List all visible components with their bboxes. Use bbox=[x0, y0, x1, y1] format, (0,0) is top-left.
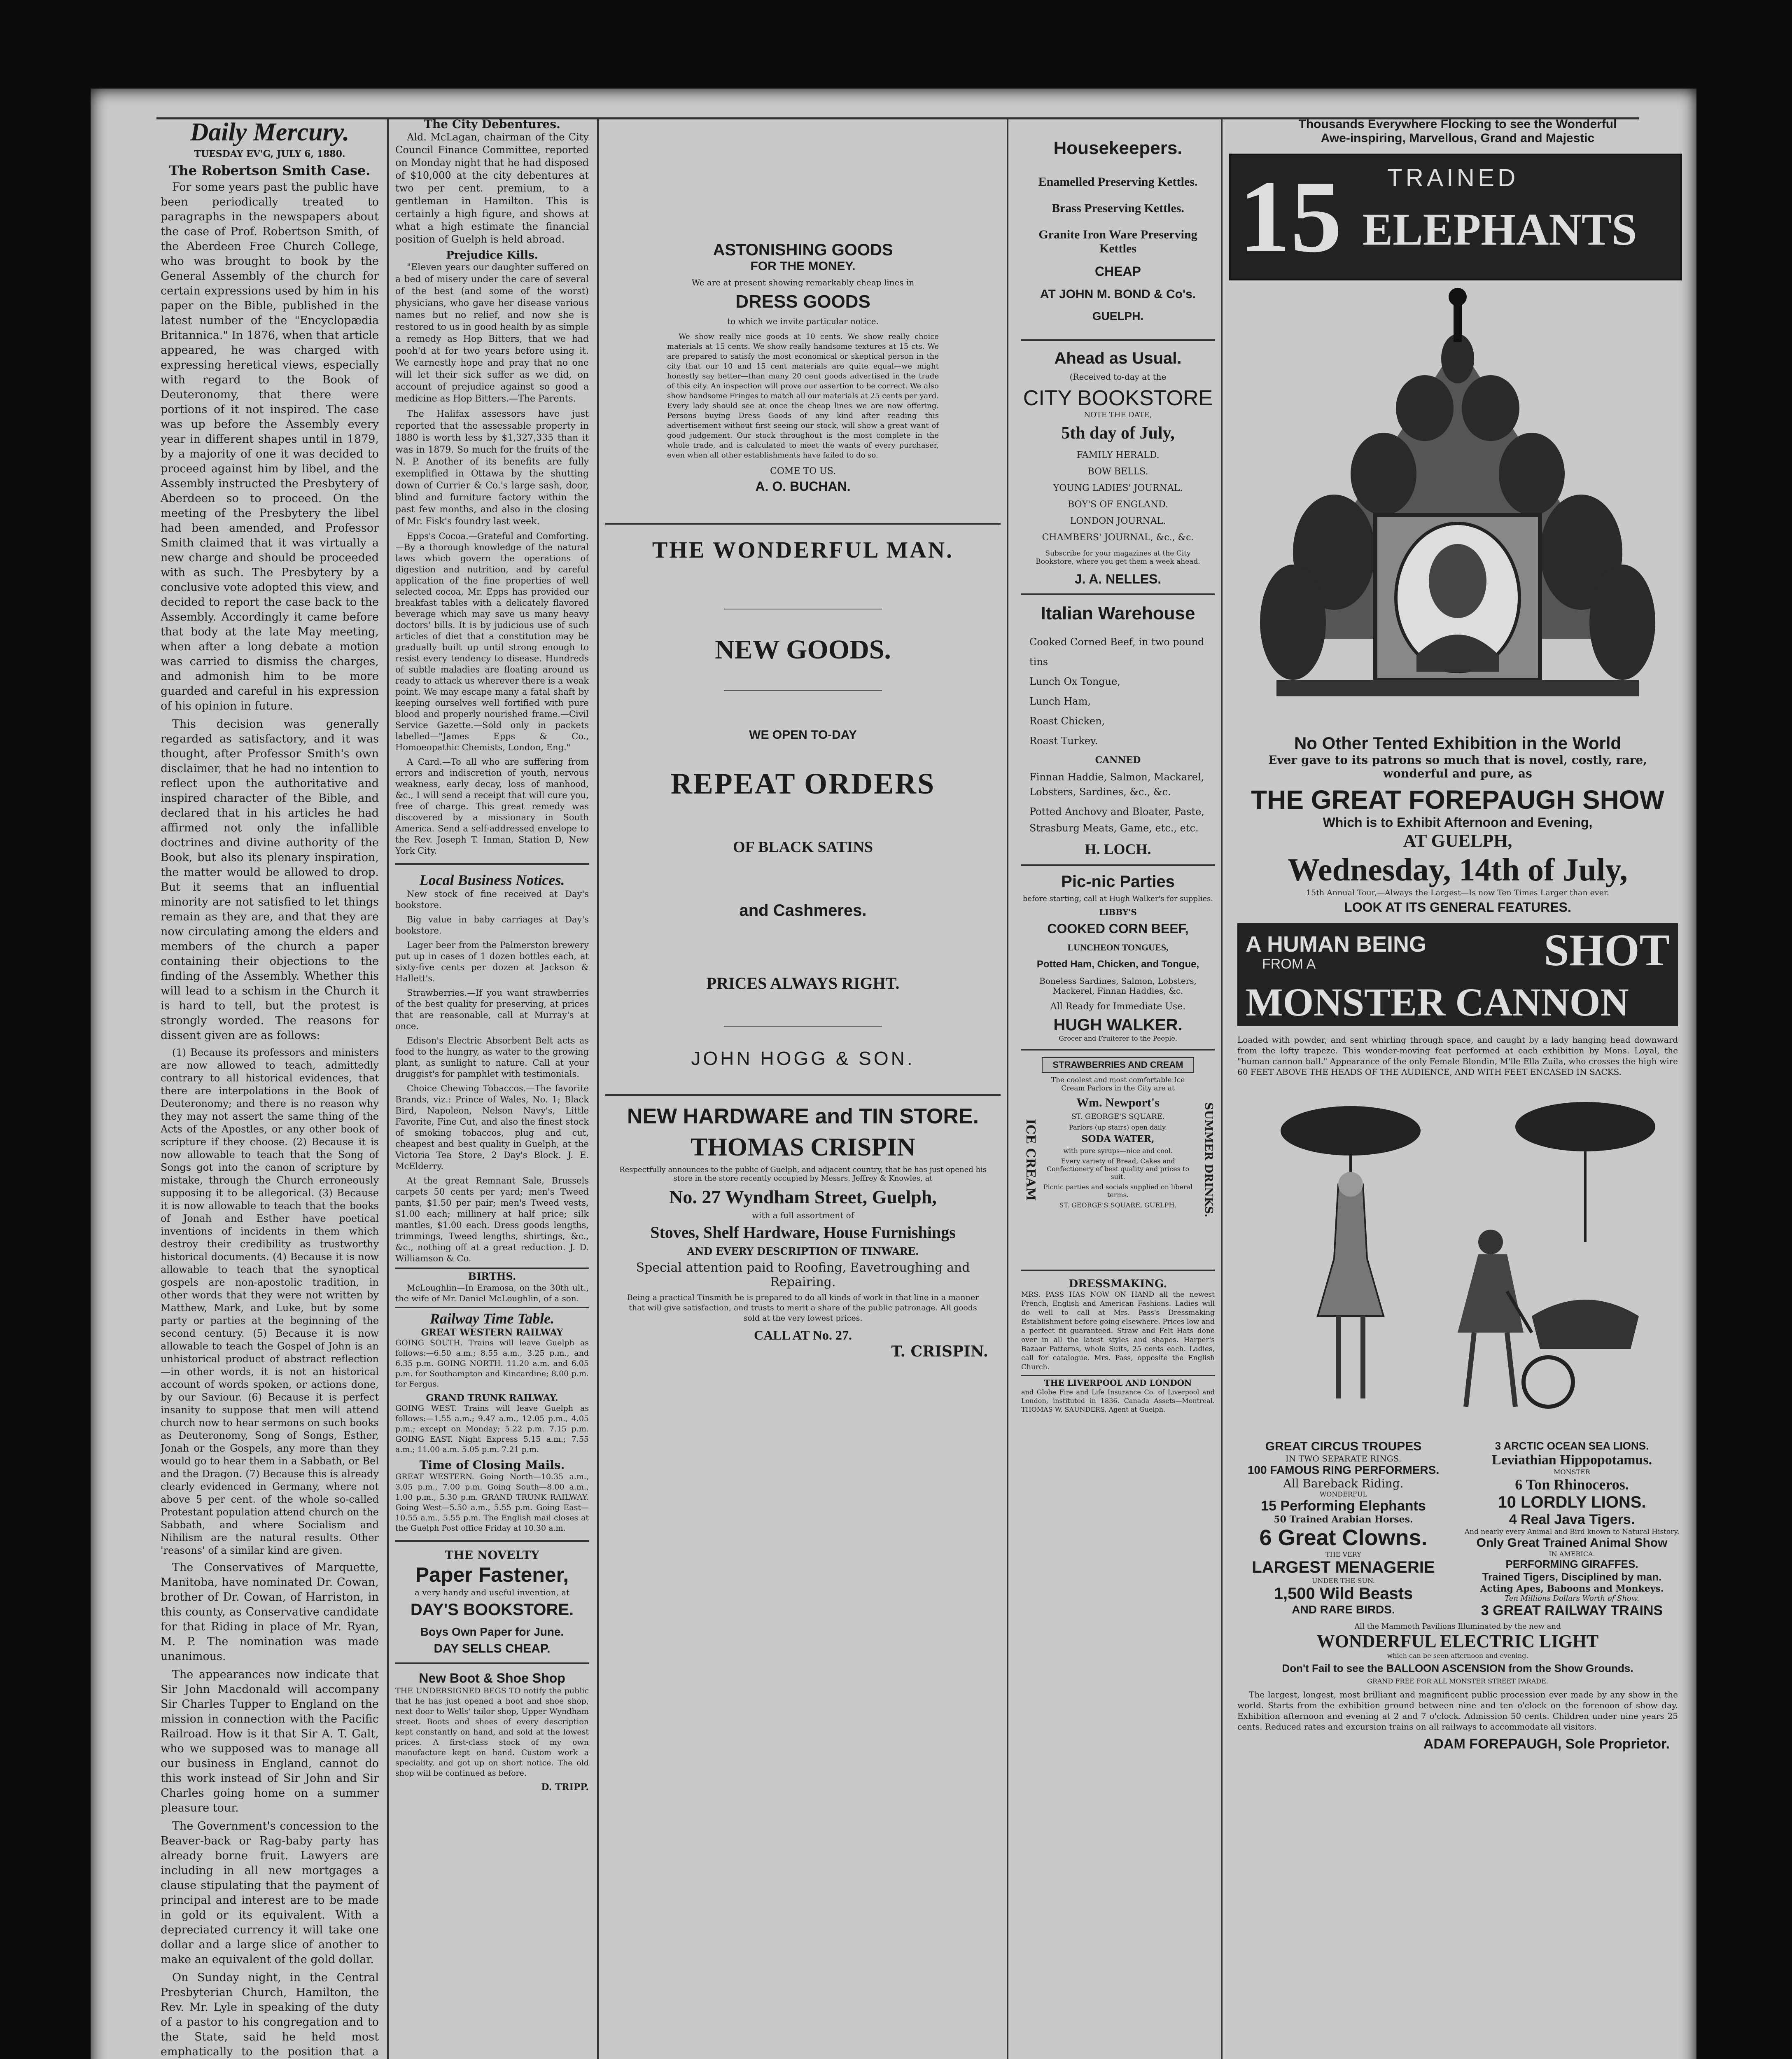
new-goods: NEW GOODS. bbox=[715, 635, 891, 665]
gtr-times: GOING WEST. Trains will leave Guelph as follows:—1.55 a.m.; 9.47 a.m., 12.05 p.m., 4.05 p.m.; except on Monday; 5.22 p.m. 7.15 p.m. GOING EAST. Night Express 5.15 a.m.; 7.55 a.m.; 11.00 a.m. 5.05 p.m. 7.21 p.m. bbox=[395, 1404, 589, 1454]
births-heading: BIRTHS. bbox=[395, 1268, 589, 1282]
wonderful-man: THE WONDERFUL MAN. bbox=[652, 537, 954, 563]
picnic-heading: Pic-nic Parties bbox=[1061, 873, 1175, 891]
astonishing-body: We show really nice goods at 10 cents. We show really choice materials at 15 cents. We show really handsome textures at 15 cts. We are prepared to satisfy the most economical or skeptical person in the city that our 10 and 15 cent materials are quite equal—we might honestly say better—than many 20 cent goods advertised in the trade of this city. An inspection will prove our assertion to be correct. We also show handsome Fringes to match all our materials at 25 cents per yard. Every lady should see at once the cheap lines we are now offering. Persons buying Dress Goods of any kind after reading this advertisement without first seeing our stock, will show a great want of good judgement. Our stock throughout is the most complete in the whole trade, and is calculated to meet the wants of every purchaser, even when all other establishments have failed to do so. bbox=[667, 332, 939, 460]
fifteen: 15 bbox=[1239, 160, 1342, 274]
roofing-line: Special attention paid to Roofing, Eavetroughing and Repairing. bbox=[636, 1261, 970, 1289]
elephants-banner bbox=[1229, 154, 1682, 280]
column-rule bbox=[1007, 117, 1008, 2059]
elephant-pyramid-illustration bbox=[1252, 285, 1664, 729]
gtr-heading: GRAND TRUNK RAILWAY. bbox=[426, 1393, 558, 1403]
granite-kettles: Granite Iron Ware Preserving Kettles bbox=[1038, 228, 1197, 255]
fifth-july: 5th day of July, bbox=[1061, 424, 1175, 443]
trained: TRAINED bbox=[1387, 164, 1519, 191]
soda: SODA WATER, bbox=[1081, 1134, 1155, 1144]
railway-heading: Railway Time Table. bbox=[395, 1307, 589, 1327]
procession-text: The largest, longest, most brilliant and magnificent public procession ever made by any show in the world. Starts from the exhibition ground between nine and ten o'clock on the forenoon of show day. Exhibition afternoon and evening at 2 and 7 o'clock. Admission 50 cents. Children under nine years 25 cents. Reduced rates and excursion trains on all railways to accommodate all visitors. bbox=[1237, 1690, 1678, 1732]
local-notice: At the great Remnant Sale, Brussels carpets 50 cents per yard; men's Tweed pants, $1.50 per pair; men's Tweed vests, $1.00 each; millinery at half price; silk mantles, $1.00 each. Dress goods lengths, trimmings, Tweed lengths, shirtings, &c., &c., nothing off at a great reduction. J. D. Williamson & Co. bbox=[395, 1176, 589, 1263]
epps-text: Epps's Cocoa.—Grateful and Comforting.—By a thorough knowledge of the natural laws which govern the operations of digestion and nutrition, and by careful application of the fine properties of well selected cocoa, Mr. Epps has provided our breakfast tables with a delicately flavored beverage which may save us many heavy doctors' bills. It is by judicious use of such articles of diet that a constitution may be gradually built up until strong enough to resist every tendency to disease. Hundreds of subtle maladies are floating around us ready to attack us wherever there is a weak point. We may escape many a fatal shaft by keeping ourselves well fortified with pure blood and properly nourished frame.—Civil Service Gazette.—Sold only in packets labelled—"James Epps & Co., Homoeopathic Chemists, London, Eng." bbox=[395, 531, 589, 752]
article-paragraph: For some years past the public have been periodically treated to paragraphs in the newspapers about the case of Prof. Robertson Smith, of the Aberdeen Free Church College, who was brought to book by the General Assembly of the church for certain expressions used by him in his paper on the Bible, published in the latest number of the "Encyclopædia Britannica." In 1876, when that article appeared, he was charged with expressing heretical views, especially with regard to the Book of Deuteronomy, that there were portions of it not inspired. The case was up before the Assembly every year in different shapes until in 1879, by a majority of one it was decided to proceed against him by libel, and the Assembly instructed the Presbytery of Aberdeen so to proceed. On the meeting of the Presbytery the libel had been amended, and Professor Smith claimed that it was virtually a new charge and should be proceeded with as such. The Presbytery by a conclusive vote adopted this view, and decided to report the case back to the Assembly. Accordingly it came before that body at the late May meeting, when after a long debate a motion was carried to dismiss the charges, and admonish him to be more guarded and careful in his expression of his opinion in future. bbox=[161, 181, 379, 712]
syrups: with pure syrups—nice and cool. bbox=[1063, 1147, 1173, 1155]
great-forepaugh-show: THE GREAT FOREPAUGH SHOW bbox=[1251, 785, 1664, 815]
performers-illustration bbox=[1244, 1086, 1672, 1436]
feature-right: And nearly every Animal and Bird known to Natural History. bbox=[1464, 1528, 1680, 1536]
card-text: A Card.—To all who are suffering from errors and indiscretion of youth, nervous weakness, early decay, loss of manhood, &c., I will send a receipt that will cure you, free of charge. This great remedy was discovered by a missionary in South America. Send a self-addressed envelope to the Rev. Joseph T. Inman, Station D, New York City. bbox=[395, 757, 589, 856]
local-notices-heading: Local Business Notices. bbox=[419, 872, 565, 888]
features-left bbox=[1229, 1440, 1458, 1619]
feature-left: All Bareback Riding. bbox=[1283, 1477, 1404, 1490]
local-notice: Big value in baby carriages at Day's bookstore. bbox=[395, 915, 589, 936]
john-bond: AT JOHN M. BOND & Co's. bbox=[1040, 287, 1196, 301]
ice-cream-ad bbox=[1021, 1057, 1215, 1263]
boot-shop-text: THE UNDERSIGNED BEGS TO notify the public that he has just opened a boot and shoe shop, next door to Wells' tailor shop, Upper Wyndham street. Boots and shoes of every description kept constantly on hand, and sold at the lowest prices. A first-class stock of my own manufacture kept on hand. Custom work a speciality, and got up on short notice. The old shop will be continued as before. bbox=[395, 1686, 589, 1778]
housekeepers-heading: Housekeepers. bbox=[1053, 138, 1183, 158]
enamelled-kettles: Enamelled Preserving Kettles. bbox=[1038, 175, 1198, 189]
column-4 bbox=[1021, 117, 1215, 1417]
article-paragraph: The Government's concession to the Beaver-back or Rag-baby party has already borne fruit. Lawyers are including in all new mortgages a clause stipulating that the payment of principal and interest are to be made in gold or its equivalent. With a depreciated currency it will take one dollar and a large slice of another to make an equivalent of the gold dollar. bbox=[161, 1820, 379, 1966]
look-features: LOOK AT ITS GENERAL FEATURES. bbox=[1344, 900, 1571, 915]
all-ready: All Ready for Immediate Use. bbox=[1050, 1001, 1186, 1012]
newspaper-page bbox=[91, 89, 1696, 2059]
warehouse-item: Roast Chicken, bbox=[1029, 715, 1105, 727]
feature-right: 10 LORDLY LIONS. bbox=[1498, 1493, 1646, 1511]
dateline: TUESDAY EV'G, JULY 6, 1880. bbox=[194, 149, 345, 159]
mammoth: All the Mammoth Pavilions Illuminated by the new and bbox=[1354, 1622, 1561, 1631]
feature-left: LARGEST MENAGERIE bbox=[1252, 1558, 1435, 1576]
feature-right: IN AMERICA. bbox=[1549, 1550, 1595, 1558]
city-bookstore: CITY BOOKSTORE bbox=[1023, 386, 1213, 410]
liverpool-heading: THE LIVERPOOL AND LONDON bbox=[1021, 1375, 1215, 1388]
at-guelph: AT GUELPH, bbox=[1403, 831, 1512, 851]
days-bookstore: DAY'S BOOKSTORE. bbox=[410, 1601, 574, 1619]
article-paragraph: (1) Because its professors and ministers are now allowed to teach, admittedly contrary to all historical evidences, that there are interpolations in the Book of Deuteronomy; and there is no reason why they may not assert the same thing of the Acts of the Apostles, or any other book of scripture if they choose. (2) Because it is now allowable to teach that the Song of Songs got into the canon of scripture by mistake, through the Church erroneously supposing it to be allegorical. (3) Because it is now allowable to teach that the books of Jonah and Esther have poetical inventions of incidents in them which destroy their credibility as trustworthy historical documents. (4) Because it is now allowable to teach that the synoptical gospels are non-apostolic tradition, in other words that they were not written by Matthew, Mark, and Luke, but by some party or parties at the beginning of the second century. (5) Because it is now allowable to teach the Gospel of John is an unhistorical product of abstract reflection—in other words, it is not an historical account of words spoken, or actions done, by our Saviour. (6) Because it is perfect insanity to suppose that men will attend church now to hear sermons on such books as Deuteronomy, Song of Songs, Esther, Jonah or the Gospels, any more than they would go to hear them in a Sabbath, or Bel and the Dragon. (7) Because this is already clearly evidenced in Germany, where not above 5 per cent. of the whole so-called Protestant population attend church on the Sabbath, and where Socialism and Nihilism are the natural results. Other 'reasons' of a similar kind are given. bbox=[161, 1047, 379, 1556]
call-at: CALL AT No. 27. bbox=[754, 1328, 852, 1342]
prejudice-text: "Eleven years our daughter suffered on a bed of misery under the care of several of the best (and some of the worst) physicians, who gave her disease various names but no relief, and now she is restored to us in good health by as simple a remedy as Hop Bitters, that we had pooh'd at for two years before using it. We earnestly hope and pray that no one will let their sick suffer as we did, on account of prejudice against so good a medicine as Hop Bitters.—The Parents. bbox=[395, 262, 589, 404]
ahead-heading: Ahead as Usual. bbox=[1054, 349, 1182, 367]
astonishing-intro: We are at present showing remarkably cheap lines in bbox=[691, 278, 915, 287]
magazine: BOW BELLS. bbox=[1087, 467, 1148, 477]
column-5 bbox=[1229, 117, 1686, 1752]
feature-right: Acting Apes, Baboons and Monkeys. bbox=[1480, 1583, 1664, 1594]
feature-left: AND RARE BIRDS. bbox=[1292, 1603, 1395, 1616]
canned-text: Finnan Haddie, Salmon, Mackarel, Lobsters, Sardines, &c., &c. bbox=[1029, 771, 1204, 798]
parlors: Parlors (up stairs) open daily. bbox=[1069, 1123, 1167, 1131]
full-assortment: with a full assortment of bbox=[751, 1210, 854, 1220]
article-paragraph: On Sunday night, in the Central Presbyterian Church, Hamilton, the Rev. Mr. Lyle in speaking of the duty of a pastor to his congregation and to the State, said he held most emphatically to the position that a bbox=[161, 1971, 379, 2058]
magazine: BOY'S OF ENGLAND. bbox=[1067, 500, 1169, 510]
feature-right: 3 GREAT RAILWAY TRAINS bbox=[1481, 1603, 1663, 1618]
crispin-body: Being a practical Tinsmith he is prepared to do all kinds of work in that line in a manner that will give satisfaction, and trusts to merit a share of the public patronage. All goods sold at the very lowest prices. bbox=[627, 1293, 979, 1323]
feature-right: 4 Real Java Tigers. bbox=[1509, 1512, 1635, 1527]
article-paragraph: The appearances now indicate that Sir John Macdonald will accompany Sir Charles Tupper to England on the mission in connection with the Pacific Railroad. How is it that Sir A. T. Galt, who we supposed was to manage all our business in England, cannot do this work instead of Sir John and Sir Charles going home on a summer pleasure tour. bbox=[161, 1668, 379, 1814]
feature-right: Leviathian Hippopotamus. bbox=[1491, 1452, 1652, 1468]
births-text: McLoughlin—In Eramosa, on the 30th ult., the wife of Mr. Daniel McLoughlin, of a son. bbox=[395, 1283, 589, 1303]
cheap: CHEAP bbox=[1094, 264, 1141, 279]
potted-text: Potted Anchovy and Bloater, Paste, Strasburg Meats, Game, etc., etc. bbox=[1029, 806, 1204, 834]
italian-warehouse: Italian Warehouse bbox=[1041, 603, 1195, 623]
elephants: ELEPHANTS bbox=[1363, 204, 1637, 254]
cannon-banner bbox=[1237, 923, 1678, 1026]
halifax-text: The Halifax assessors have just reported that the assessable property in 1880 is worth less by $1,327,335 than it was in 1879. So much for the fruits of the N. P. Another of its benefits are fully exemplified in Ottawa by the shutting down of Currier & Co.'s large sash, door, blind and furniture factory within the past few months, and also in the closing of Mr. Fisk's foundry last week. bbox=[395, 409, 589, 527]
days-sells: DAY SELLS CHEAP. bbox=[434, 1642, 551, 1655]
wyndham-street: No. 27 Wyndham Street, Guelph, bbox=[669, 1186, 937, 1207]
stoves-line: Stoves, Shelf Hardware, House Furnishings bbox=[650, 1223, 956, 1242]
from-a: FROM A bbox=[1262, 956, 1316, 972]
novelty-heading: THE NOVELTY bbox=[445, 1548, 539, 1562]
thomas-crispin: THOMAS CRISPIN bbox=[690, 1133, 915, 1161]
hardware-heading: NEW HARDWARE and TIN STORE. bbox=[627, 1104, 979, 1128]
which-exhibit: Which is to Exhibit Afternoon and Evening, bbox=[1323, 815, 1593, 830]
hugh-walker: HUGH WALKER. bbox=[1053, 1016, 1183, 1034]
received: (Received to-day at the bbox=[1069, 372, 1167, 382]
cooked-corn-beef: COOKED CORN BEEF, bbox=[1047, 921, 1189, 936]
picnic-before: before starting, call at Hugh Walker's for supplies. bbox=[1022, 894, 1213, 903]
local-notice: Choice Chewing Tobaccos.—The favorite Brands, viz.: Prince of Wales, No. 1; Black Bird, Napoleon, Nelson Navy's, Little Favorite, Fine Cut, and also the finest stock of smoking tobaccos, plug and cut, cheapest and best quality in Guelph, at the Victoria Tea Store, 2 Day's Block. J. E. McElderry. bbox=[395, 1083, 589, 1171]
boys-own: Boys Own Paper for June. bbox=[420, 1625, 564, 1638]
electric-light: WONDERFUL ELECTRIC LIGHT bbox=[1316, 1631, 1599, 1651]
black-satins: OF BLACK SATINS bbox=[733, 838, 873, 856]
masthead-title: Daily Mercury. bbox=[190, 118, 350, 146]
feature-left: UNDER THE SUN. bbox=[1311, 1577, 1375, 1585]
potted-ham: Potted Ham, Chicken, and Tongue, bbox=[1036, 959, 1199, 970]
feature-right: Trained Tigers, Disciplined by man. bbox=[1482, 1571, 1662, 1583]
brass-kettles: Brass Preserving Kettles. bbox=[1052, 201, 1184, 215]
local-notice: Lager beer from the Palmerston brewery put up in cases of 1 dozen bottles each, at sixty-five cents per dozen at Jackson & Hallett's. bbox=[395, 940, 589, 983]
feature-left: GREAT CIRCUS TROUPES bbox=[1265, 1440, 1422, 1453]
tinware-line: AND EVERY DESCRIPTION OF TINWARE. bbox=[687, 1245, 919, 1257]
cannon-text: Loaded with powder, and sent whirling through space, and caught by a lady hanging head downward from the lofty trapeze. This wonder-moving feat performed at each exhibition by Mons. Loyal, the "human cannon ball." Appearance of the only Female Blondin, M'lle Ella Zuila, who crosses the high wire 60 FEET ABOVE THE HEADS OF THE AUDIENCE, AND WITH FEET ENCASED IN SACKS. bbox=[1237, 1035, 1678, 1077]
loch-signature: H. LOCH. bbox=[1085, 841, 1151, 857]
feature-left: 100 FAMOUS RING PERFORMERS. bbox=[1247, 1464, 1440, 1476]
human-being: A HUMAN BEING bbox=[1246, 932, 1426, 957]
headline: The Robertson Smith Case. bbox=[169, 163, 371, 178]
feature-right: PERFORMING GIRAFFES. bbox=[1505, 1558, 1638, 1570]
column-2 bbox=[395, 117, 589, 1793]
feature-left: WONDERFUL bbox=[1319, 1490, 1367, 1498]
forepaugh-top-line: Thousands Everywhere Flocking to see the Wonderful bbox=[1298, 117, 1617, 131]
shot: SHOT bbox=[1544, 925, 1670, 975]
repeat-orders: REPEAT ORDERS bbox=[670, 767, 936, 800]
crispin-intro: Respectfully announces to the public of Guelph, and adjacent country, that he has just opened his store in the store recently occupied by Messrs. Jeffrey & Knowles, at bbox=[619, 1165, 987, 1183]
warehouse-item: Lunch Ox Tongue, bbox=[1029, 676, 1120, 687]
come-to-us: COME TO US. bbox=[770, 466, 836, 476]
column-3 bbox=[605, 117, 1001, 1360]
debentures-heading: The City Debentures. bbox=[424, 117, 560, 131]
feature-right: 6 Ton Rhinoceros. bbox=[1515, 1476, 1629, 1493]
feature-right: MONSTER bbox=[1554, 1468, 1590, 1476]
feature-left: IN TWO SEPARATE RINGS. bbox=[1285, 1454, 1402, 1464]
ever-gave: Ever gave to its patrons so much that is novel, costly, rare, wonderful and pure, as bbox=[1268, 753, 1647, 780]
mails-heading: Time of Closing Mails. bbox=[419, 1458, 565, 1472]
feature-left: 50 Trained Arabian Horses. bbox=[1274, 1514, 1413, 1525]
bread: Every variety of Bread, Cakes and Confectionery of best quality and prices to suit. bbox=[1046, 1157, 1190, 1181]
warehouse-item: Cooked Corned Beef, in two pound tins bbox=[1029, 636, 1204, 668]
local-notice: Edison's Electric Absorbent Belt acts as food to the hungry, as water to the growing plant, as sunlight to nature. Call at your druggist's for pamphlet with testimonials. bbox=[395, 1036, 589, 1079]
warehouse-item: Roast Turkey. bbox=[1029, 735, 1098, 747]
astonishing-sub: FOR THE MONEY. bbox=[750, 259, 856, 273]
canned-heading: CANNED bbox=[1095, 755, 1141, 766]
strawberries: STRAWBERRIES AND CREAM bbox=[1042, 1057, 1194, 1073]
feature-left: 6 Great Clowns. bbox=[1259, 1525, 1428, 1550]
column-rule bbox=[387, 117, 389, 2059]
feature-right: 3 ARCTIC OCEAN SEA LIONS. bbox=[1495, 1440, 1649, 1452]
picnic-parties-note: Picnic parties and socials supplied on liberal terms. bbox=[1043, 1183, 1193, 1199]
dressmaking-text: MRS. PASS HAS NOW ON HAND all the newest French, English and American Fashions. Ladies will do well to call at Mrs. Pass's Dressmaking Establishment before going elsewhere. Prices low and a perfect fit guaranteed. Straw and Felt Hats done over in all the latest styles and shapes. Harper's Bazaar Patterns, whole Suits, 25 cents each. Ladies, call for catalogue. Mrs. Pass, opposite the English Church. bbox=[1021, 1291, 1215, 1371]
ice-cream-side: ICE CREAM bbox=[1023, 1119, 1038, 1201]
street-parade: GRAND FREE FOR ALL MONSTER STREET PARADE. bbox=[1367, 1677, 1548, 1685]
newport-signature: ST. GEORGE'S SQUARE, GUELPH. bbox=[1059, 1201, 1177, 1209]
warehouse-item: Lunch Ham, bbox=[1029, 696, 1091, 707]
prejudice-heading: Prejudice Kills. bbox=[446, 249, 538, 261]
dress-goods: DRESS GOODS bbox=[735, 292, 870, 312]
newport: Wm. Newport's bbox=[1076, 1096, 1160, 1109]
crispin-signature: T. CRISPIN. bbox=[891, 1343, 988, 1360]
column-rule bbox=[597, 117, 599, 2059]
which-seen: which can be seen afternoon and evening. bbox=[1387, 1652, 1528, 1660]
summer-drinks-side: SUMMER DRINKS. bbox=[1202, 1102, 1215, 1218]
open-today: WE OPEN TO-DAY bbox=[749, 728, 857, 742]
column-1 bbox=[161, 117, 379, 2059]
dressmaking-heading: DRESSMAKING. bbox=[1069, 1278, 1167, 1290]
magazine: LONDON JOURNAL. bbox=[1070, 516, 1166, 526]
monster-cannon: MONSTER CANNON bbox=[1246, 980, 1629, 1024]
square: ST. GEORGE'S SQUARE. bbox=[1071, 1112, 1165, 1121]
astonishing-heading: ASTONISHING GOODS bbox=[713, 241, 893, 259]
boot-shop-signature: D. TRIPP. bbox=[541, 1782, 589, 1793]
libbys: LIBBY'S bbox=[1099, 907, 1137, 917]
prices-right: PRICES ALWAYS RIGHT. bbox=[706, 974, 900, 992]
column-rule bbox=[1221, 117, 1223, 2059]
mails-times: GREAT WESTERN. Going North—10.35 a.m., 3.05 p.m., 7.00 p.m. Going South—8.00 a.m., 1.00 p.m., 5.30 p.m. GRAND TRUNK RAILWAY. Going West—5.50 a.m., 5.55 p.m. Going East—10.55 a.m., 5.55 p.m. The English mail closes at the Guelph Post office Friday at 10.30 a.m. bbox=[395, 1472, 589, 1533]
no-other: No Other Tented Exhibition in the World bbox=[1294, 733, 1622, 753]
gwr-heading: GREAT WESTERN RAILWAY bbox=[421, 1327, 563, 1338]
subscribe: Subscribe for your magazines at the City Bookstore, where you get them a week ahead. bbox=[1036, 549, 1200, 566]
note-date: NOTE THE DATE, bbox=[1084, 411, 1152, 419]
boot-shop-heading: New Boot & Shoe Shop bbox=[419, 1671, 565, 1685]
gwr-times: GOING SOUTH. Trains will leave Guelph as follows:—6.50 a.m.; 8.55 a.m., 3.25 p.m., and 6.35 p.m. GOING NORTH. 11.20 a.m. and 6.05 p.m. for Southampton and Kincardine; 8.00 p.m. for Fergus. bbox=[395, 1338, 589, 1389]
article-paragraph: This decision was generally regarded as satisfactory, and it was thought, after Professor Smith's own disclaimer, that he had no intention to reflect upon the authoritative and inspired character of the Bible, and declared that in his articles he had affirmed not only the infallible doctrines and divine authority of the Book, but also its plenary inspiration, the matter would be allowed to drop. But it seems that an influential minority are not satisfied to let things remain as they are, and that they are now circulating among the elders and members of the church a paper containing their objections to the finding of the Assembly. Whether this will lead to a schism in the Church it is hard to tell, but the protest is strongly worded. The reasons for dissent given are as follows: bbox=[161, 718, 379, 1042]
feature-left: 1,500 Wild Beasts bbox=[1274, 1585, 1413, 1603]
forepaugh-second-line: Awe-inspiring, Marvellous, Grand and Majestic bbox=[1321, 131, 1595, 145]
coolest: The coolest and most comfortable Ice Cream Parlors in the City are at bbox=[1051, 1076, 1185, 1093]
magazine: CHAMBERS' JOURNAL, &c., &c. bbox=[1042, 532, 1194, 543]
buchan-signature: A. O. BUCHAN. bbox=[755, 479, 851, 494]
magazine: YOUNG LADIES' JOURNAL. bbox=[1053, 483, 1183, 493]
cashmeres: and Cashmeres. bbox=[739, 901, 867, 920]
article-paragraph: The Conservatives of Marquette, Manitoba, have nominated Dr. Cowan, brother of Dr. Cowan, of Harriston, in this county, as Conservative candidate for that Riding in place of Mr. Ryan, M. P. The nomination was made unanimous. bbox=[161, 1561, 379, 1663]
john-hogg: JOHN HOGG & SON. bbox=[691, 1048, 915, 1069]
guelph: GUELPH. bbox=[1092, 310, 1144, 322]
local-notice: Strawberries.—If you want strawberries of the best quality for preserving, at prices that are reasonable, call at Murray's at once. bbox=[395, 988, 589, 1031]
feature-left: 15 Performing Elephants bbox=[1261, 1498, 1426, 1514]
boneless: Boneless Sardines, Salmon, Lobsters, Mackerel, Finnan Haddies, &c. bbox=[1039, 976, 1197, 996]
local-notice: New stock of fine received at Day's bookstore. bbox=[395, 889, 589, 910]
feature-right: Ten Millions Dollars Worth of Show. bbox=[1505, 1594, 1639, 1603]
paper-fastener: Paper Fastener, bbox=[415, 1563, 569, 1586]
novelty-sub: a very handy and useful invention, at bbox=[414, 1587, 570, 1597]
feature-left: THE VERY bbox=[1325, 1550, 1361, 1558]
adam-forepaugh: ADAM FOREPAUGH, Sole Proprietor. bbox=[1423, 1736, 1670, 1752]
magazine: FAMILY HERALD. bbox=[1076, 450, 1160, 460]
nelles-signature: J. A. NELLES. bbox=[1074, 572, 1162, 586]
balloon: Don't Fail to see the BALLOON ASCENSION from the Show Grounds. bbox=[1282, 1662, 1633, 1674]
grocer: Grocer and Fruiterer to the People. bbox=[1059, 1034, 1177, 1042]
luncheon-tongues: LUNCHEON TONGUES, bbox=[1067, 942, 1169, 952]
debentures-text: Ald. McLagan, chairman of the City Council Finance Committee, reported on Monday night that he had disposed of $10,000 at the city debentures at two per cent. premium, to a gentleman in Hamilton. This is certainly a high figure, and shows at what a high estimate the financial position of Guelph is held abroad. bbox=[395, 131, 589, 245]
dress-goods-sub: to which we invite particular notice. bbox=[727, 316, 879, 326]
wednesday: Wednesday, 14th of July, bbox=[1288, 852, 1628, 887]
features-right bbox=[1458, 1440, 1686, 1619]
feature-right: Only Great Trained Animal Show bbox=[1476, 1536, 1668, 1550]
annual-tour: 15th Annual Tour,—Always the Largest—Is now Ten Times Larger than ever. bbox=[1306, 888, 1609, 897]
liverpool-text: and Globe Fire and Life Insurance Co. of Liverpool and London, instituted in 1836. Canada Assets—Montreal. THOMAS W. SAUNDERS, Agent at Guelph. bbox=[1021, 1388, 1215, 1413]
